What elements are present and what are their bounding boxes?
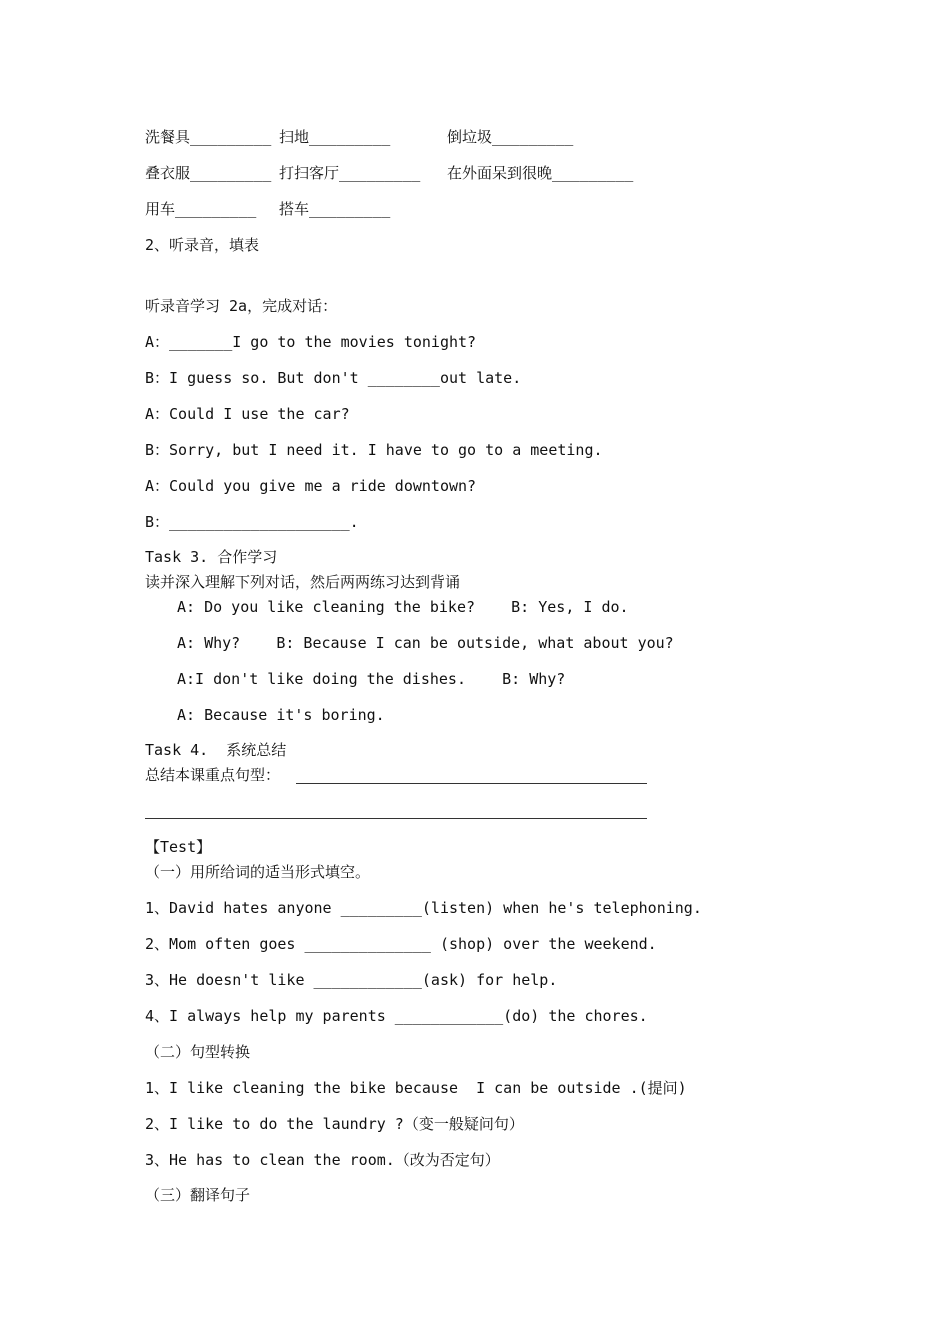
practice-line: A: Because it's boring.: [177, 706, 385, 724]
dialogue-line: A：Could you give me a ride downtown?: [145, 477, 477, 495]
vocab-stay-out-late: 在外面呆到很晚_________: [447, 164, 634, 182]
section-2-title: 2、听录音，填表: [145, 236, 260, 254]
practice-line: A:I don't like doing the dishes. B: Why?: [177, 670, 566, 688]
summary-label: 总结本课重点句型：: [145, 766, 281, 784]
transform-item: 3、He has to clean the room.（改为否定句）: [145, 1151, 500, 1169]
fill-blank-item: 1、David hates anyone _________(listen) when he's telephoning.: [145, 899, 702, 917]
dialogue-line: B：I guess so. But don't ________out late.: [145, 369, 522, 387]
vocab-take-out-trash: 倒垃圾_________: [447, 128, 574, 146]
fill-blank-item: 3、He doesn't like ____________(ask) for help.: [145, 971, 558, 989]
transform-item: 1、I like cleaning the bike because I can be outside .(提问): [145, 1079, 687, 1097]
summary-answer-line: [145, 818, 647, 819]
vocab-fold-clothes: 叠衣服_________: [145, 164, 272, 182]
vocab-wash-dishes: 洗餐具_________: [145, 128, 272, 146]
dialogue-line: B：Sorry, but I need it. I have to go to a meeting.: [145, 441, 603, 459]
test-title: 【Test】: [145, 838, 212, 856]
test-part-3-title: （三）翻译句子: [145, 1186, 251, 1204]
task-3-instruction: 读并深入理解下列对话，然后两两练习达到背诵: [145, 573, 461, 591]
summary-answer-line: [296, 783, 647, 784]
transform-item: 2、I like to do the laundry ?（变一般疑问句）: [145, 1115, 524, 1133]
vocab-sweep-floor: 扫地_________: [279, 128, 391, 146]
vocab-use-car: 用车_________: [145, 200, 257, 218]
vocab-get-ride: 搭车_________: [279, 200, 391, 218]
dialogue-line: A：_______I go to the movies tonight?: [145, 333, 477, 351]
vocab-clean-living-room: 打扫客厅_________: [279, 164, 421, 182]
task-4-title: Task 4. 系统总结: [145, 741, 287, 759]
test-part-1-title: （一）用所给词的适当形式填空。: [145, 863, 371, 881]
practice-line: A: Why? B: Because I can be outside, what about you?: [177, 634, 674, 652]
dialogue-line: B：____________________.: [145, 513, 359, 531]
test-part-2-title: （二）句型转换: [145, 1043, 251, 1061]
task-3-title: Task 3. 合作学习: [145, 548, 278, 566]
fill-blank-item: 2、Mom often goes ______________ (shop) over the weekend.: [145, 935, 657, 953]
dialogue-line: A：Could I use the car?: [145, 405, 350, 423]
fill-blank-item: 4、I always help my parents ____________(do) the chores.: [145, 1007, 648, 1025]
practice-line: A: Do you like cleaning the bike? B: Yes, I do.: [177, 598, 629, 616]
listening-intro: 听录音学习 2a，完成对话：: [145, 297, 338, 315]
